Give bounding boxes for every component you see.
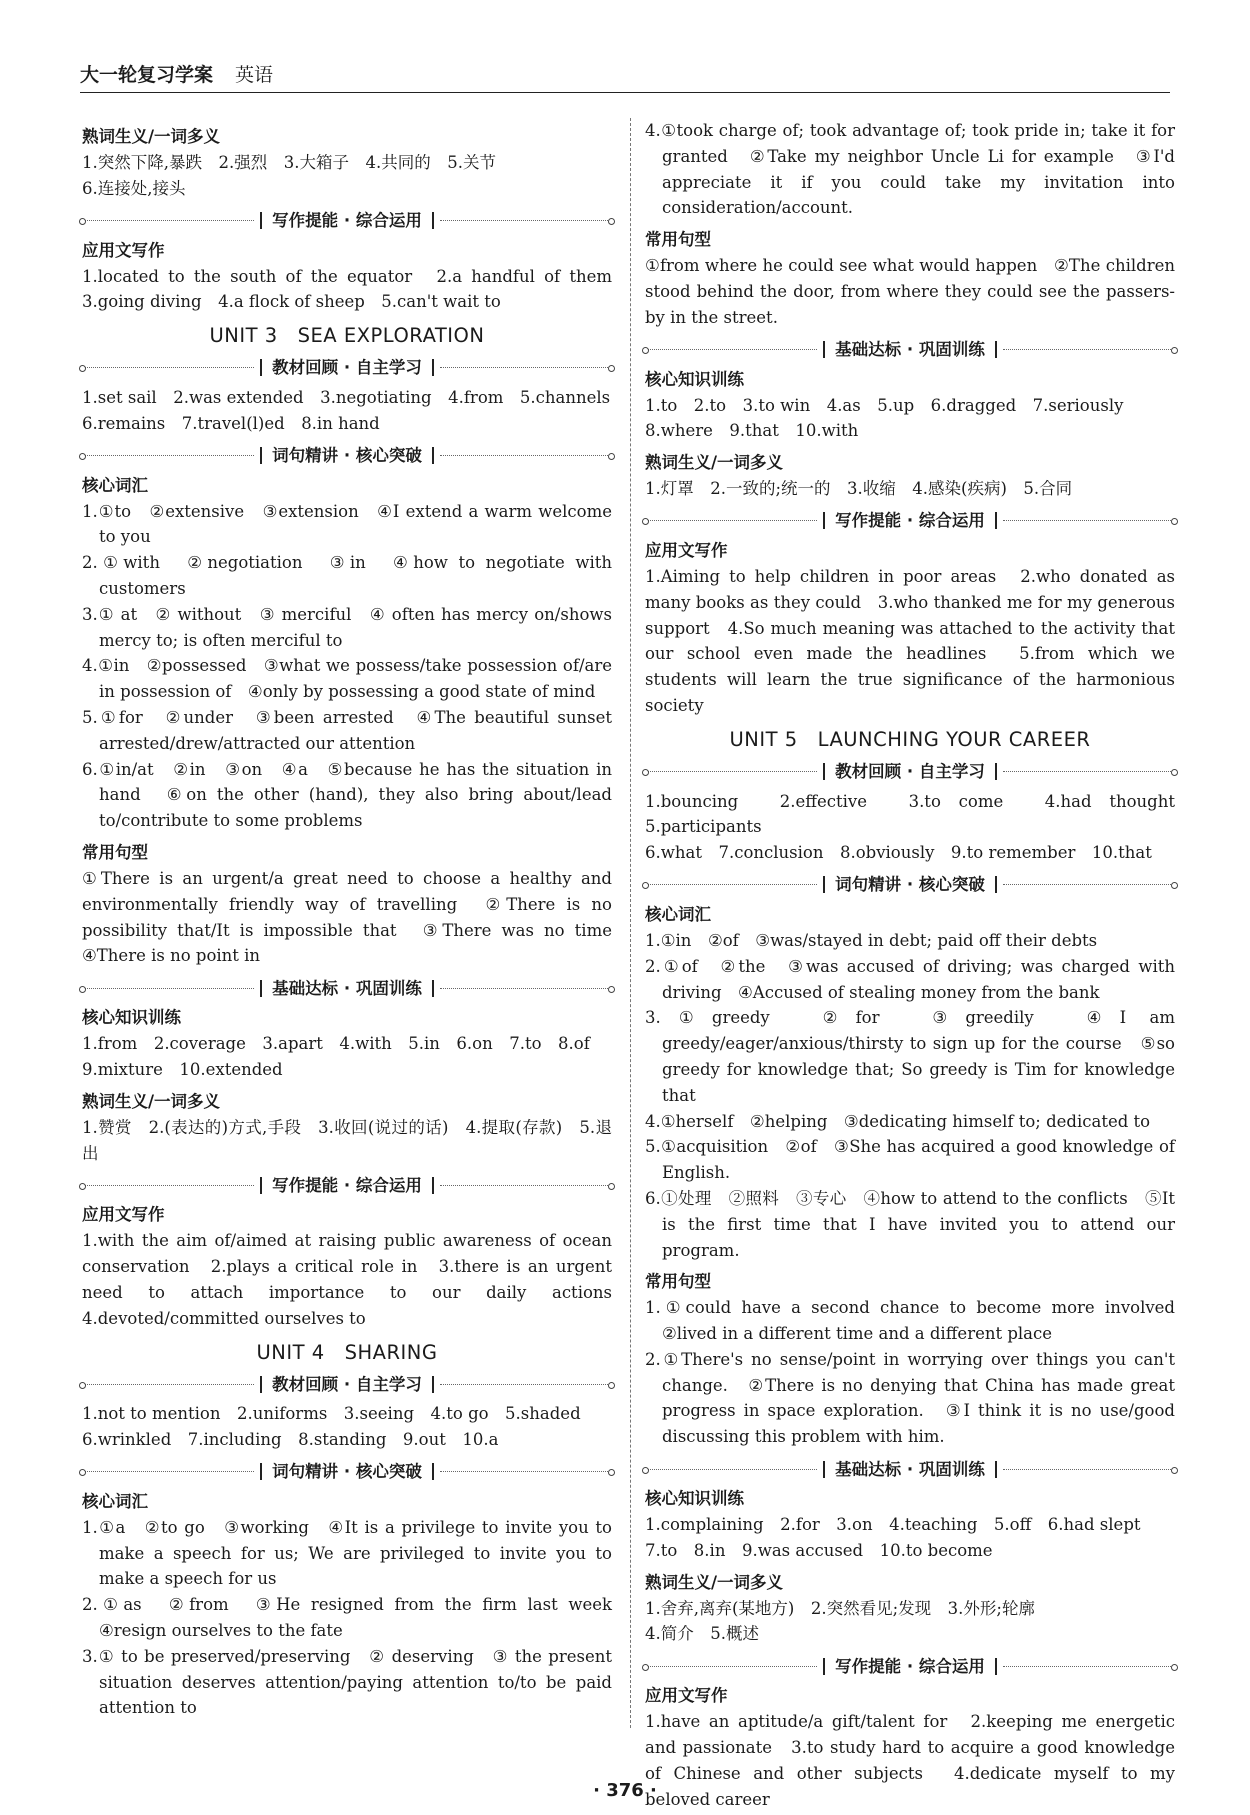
answer-item: 4.①herself ②helping ③dedicating himself to; dedicated to [645, 1111, 1151, 1131]
answer-line: 6.what 7.conclusion 8.obviously 9.to remember 10.that [645, 843, 1152, 863]
answer-line: 1.舍弃,离弃(某地方) 2.突然看见;发现 3.外形;轮廓 [645, 1598, 1035, 1618]
banner-rule [82, 1384, 254, 1385]
answer-item: 3.①greedy ②for ③greedily ④I am greedy/eager/anxious/thirsty to sign up for the course ⑤so greedy for knowledge that; So greedy is Tim for knowledge that [645, 1008, 1175, 1105]
answer-line: 9.mixture 10.extended [82, 1059, 283, 1079]
section-heading: 熟词生义/一词多义 [645, 1572, 784, 1592]
unit-title: UNIT 4 SHARING [256, 1340, 438, 1364]
subject-label: 英语 [235, 64, 274, 86]
answer-item: 5.①for ②under ③been arrested ④The beautiful sunset arrested/drew/attracted our attention [82, 707, 612, 753]
section-heading: 应用文写作 [645, 540, 728, 560]
banner-rule [1003, 1469, 1175, 1470]
answer-item: 2.①with ②negotiation ③in ④how to negotiate with customers [82, 553, 612, 598]
banner-rule [645, 520, 817, 521]
banner-rule [82, 1471, 254, 1472]
answer-line: 1.to 2.to 3.to win 4.as 5.up 6.dragged 7.seriously [645, 395, 1124, 415]
answer-item: 2.①There's no sense/point in worrying over things you can't change. ②There is no denying that China has made great progress in space exploration. ③I think it is no use/good discussing this problem with him. [645, 1349, 1175, 1447]
banner-rule [440, 455, 612, 456]
answer-item: 3.① to be preserved/preserving ② deserving ③ the present situation deserves attention/paying attention to/to be paid attention to [82, 1646, 612, 1718]
answer-line: 8.where 9.that 10.with [645, 421, 859, 441]
banner-rule [82, 1185, 254, 1186]
banner-rule [645, 1469, 817, 1470]
section-heading: 核心知识训练 [645, 1489, 744, 1509]
banner-rule [1003, 884, 1175, 885]
banner-rule [82, 220, 254, 221]
answer-line: 4.简介 5.概述 [645, 1624, 759, 1644]
section-banner [82, 445, 612, 467]
section-banner [82, 210, 612, 232]
banner-rule [440, 1384, 612, 1385]
banner-label: 教材回顾 · 自主学习 [823, 763, 997, 780]
banner-rule [82, 367, 254, 368]
banner-label: 写作提能 · 综合运用 [260, 212, 434, 229]
banner-label: 词句精讲 · 核心突破 [260, 447, 434, 464]
answer-line: 7.to 8.in 9.was accused 10.to become [645, 1540, 993, 1560]
section-banner [645, 510, 1175, 532]
answer-item: 1.①a ②to go ③working ④It is a privilege to invite you to make a speech for us; We are privileged to invite you to make a speech for us [82, 1517, 612, 1589]
answer-item: 2.①of ②the ③was accused of driving; was charged with driving ④Accused of stealing money from the bank [645, 956, 1175, 1002]
banner-label: 写作提能 · 综合运用 [260, 1177, 434, 1194]
banner-rule [82, 455, 254, 456]
answer-line: 1.突然下降,暴跌 2.强烈 3.大箱子 4.共同的 5.关节 [82, 153, 496, 172]
column-divider [630, 118, 631, 1728]
banner-rule [440, 988, 612, 989]
answer-line: 1.赞赏 2.(表达的)方式,手段 3.收回(说过的话) 4.提取(存款) 5.退出 [82, 1117, 612, 1163]
banner-label: 基础达标 · 巩固训练 [823, 341, 997, 358]
section-heading: 常用句型 [645, 230, 711, 250]
answer-line: 1.bouncing 2.effective 3.to come 4.had thought 5.participants [645, 791, 1192, 837]
section-heading: 熟词生义/一词多义 [82, 127, 221, 146]
banner-rule [1003, 349, 1175, 350]
banner-label: 教材回顾 · 自主学习 [260, 359, 434, 376]
answer-line: ①from where he could see what would happen ②The children stood behind the door, from where they could see the passers-by in the street. [645, 256, 1175, 327]
section-heading: 常用句型 [82, 842, 148, 862]
banner-label: 教材回顾 · 自主学习 [260, 1376, 434, 1393]
section-banner [645, 1458, 1175, 1480]
section-banner [645, 339, 1175, 361]
book-title: 大一轮复习学案 [80, 64, 214, 86]
answer-item: 6.①in/at ②in ③on ④a ⑤because he has the situation in hand ⑥on the other (hand), they also bring about/lead to/contribute to some problems [82, 759, 612, 831]
answer-line: 1.灯罩 2.一致的;统一的 3.收缩 4.感染(疾病) 5.合同 [645, 479, 1073, 499]
banner-rule [645, 349, 817, 350]
section-heading: 熟词生义/一词多义 [82, 1091, 221, 1111]
section-banner [645, 1655, 1175, 1677]
answer-line: 6.连接处,接头 [82, 178, 186, 198]
banner-rule [1003, 771, 1175, 772]
section-banner [82, 977, 612, 999]
answer-item: 1.①in ②of ③was/stayed in debt; paid off their debts [645, 930, 1098, 950]
answer-item: 1.①to ②extensive ③extension ④I extend a warm welcome to you [82, 501, 612, 547]
banner-label: 写作提能 · 综合运用 [823, 512, 997, 529]
banner-rule [1003, 1666, 1175, 1667]
answer-line: 1.located to the south of the equator 2.a handful of them 3.going diving 4.a flock of sheep 5.can't wait to [82, 266, 629, 312]
answer-line: 1.not to mention 2.uniforms 3.seeing 4.to go 5.shaded [82, 1404, 581, 1424]
answer-line: 1.with the aim of/aimed at raising public awareness of ocean conservation 2.plays a critical role in 3.there is an urgent need to attach importance to our daily actions 4.devoted/committed ourselves to [82, 1231, 629, 1328]
answer-item: 5.①acquisition ②of ③She has acquired a good knowledge of English. [645, 1137, 1175, 1183]
answer-line: 1.set sail 2.was extended 3.negotiating 4.from 5.channels [82, 387, 611, 407]
answer-line: ①There is an urgent/a great need to choose a healthy and environmentally friendly way of travelling ②There is no possibility that/It is impossible that ③There was no time ④There is no point in [82, 868, 629, 966]
banner-rule [440, 220, 612, 221]
section-heading: 核心词汇 [82, 475, 148, 495]
banner-rule [440, 1471, 612, 1472]
page-number: · 376 · [593, 1780, 657, 1801]
section-heading: 核心知识训练 [82, 1008, 181, 1028]
banner-label: 基础达标 · 巩固训练 [823, 1461, 997, 1478]
unit-title: UNIT 5 LAUNCHING YOUR CAREER [729, 727, 1091, 751]
answer-item: 6.①处理 ②照料 ③专心 ④how to attend to the conflicts ⑤It is the first time that I have invited you to attend our program. [645, 1188, 1175, 1260]
banner-rule [645, 1666, 817, 1667]
answer-item: 3.① at ② without ③ merciful ④ often has mercy on/shows mercy to; is often merciful to [82, 604, 612, 650]
section-heading: 应用文写作 [82, 240, 165, 260]
section-banner [82, 1461, 612, 1483]
banner-rule [1003, 520, 1175, 521]
section-banner [82, 357, 612, 379]
banner-rule [645, 771, 817, 772]
section-heading: 核心词汇 [645, 904, 711, 924]
banner-rule [440, 367, 612, 368]
section-heading: 熟词生义/一词多义 [645, 453, 784, 473]
banner-rule [82, 988, 254, 989]
banner-rule [440, 1185, 612, 1186]
section-banner [645, 761, 1175, 783]
section-heading: 常用句型 [645, 1272, 711, 1292]
section-heading: 核心词汇 [82, 1491, 148, 1511]
banner-rule [645, 884, 817, 885]
answer-item: 4.①took charge of; took advantage of; took pride in; take it for granted ②Take my neighbor Uncle Li for example ③I'd appreciate it if you could take my invitation into consideration/account. [645, 121, 1175, 218]
unit-title: UNIT 3 SEA EXPLORATION [209, 324, 485, 348]
banner-label: 写作提能 · 综合运用 [823, 1658, 997, 1675]
section-heading: 应用文写作 [645, 1686, 728, 1706]
running-header [80, 58, 1170, 93]
answer-line: 1.Aiming to help children in poor areas 2.who donated as many books as they could 3.who thanked me for my generous support 4.So much meaning was attached to the activity that our school even made the headlines 5.from which we students will learn the true significance of the harmonious society [645, 566, 1175, 715]
section-banner [82, 1373, 612, 1395]
right-column [645, 118, 1192, 1812]
section-heading: 核心知识训练 [645, 369, 744, 389]
banner-label: 词句精讲 · 核心突破 [260, 1463, 434, 1480]
answer-item: 2.①as ②from ③He resigned from the firm last week ④resign ourselves to the fate [82, 1595, 629, 1641]
answer-line: 1.from 2.coverage 3.apart 4.with 5.in 6.on 7.to 8.of [82, 1034, 590, 1054]
answer-line: 1.have an aptitude/a gift/talent for 2.keeping me energetic and passionate 3.to study hard to acquire a good knowledge of Chinese and other subjects 4.dedicate myself to my beloved career [645, 1712, 1175, 1809]
answer-line: 6.remains 7.travel(l)ed 8.in hand [82, 413, 380, 433]
left-column [82, 118, 629, 1721]
banner-label: 基础达标 · 巩固训练 [260, 980, 434, 997]
answer-line: 6.wrinkled 7.including 8.standing 9.out 10.a [82, 1430, 499, 1450]
section-banner [82, 1174, 612, 1196]
answer-line: 1.complaining 2.for 3.on 4.teaching 5.off 6.had slept [645, 1515, 1141, 1535]
banner-label: 词句精讲 · 核心突破 [823, 876, 997, 893]
section-heading: 应用文写作 [82, 1205, 165, 1225]
answer-item: 4.①in ②possessed ③what we possess/take possession of/are in possession of ④only by possessing a good state of mind [82, 656, 612, 702]
answer-item: 1.①could have a second chance to become more involved ②lived in a different time and a different place [645, 1298, 1192, 1344]
section-banner [645, 874, 1175, 896]
